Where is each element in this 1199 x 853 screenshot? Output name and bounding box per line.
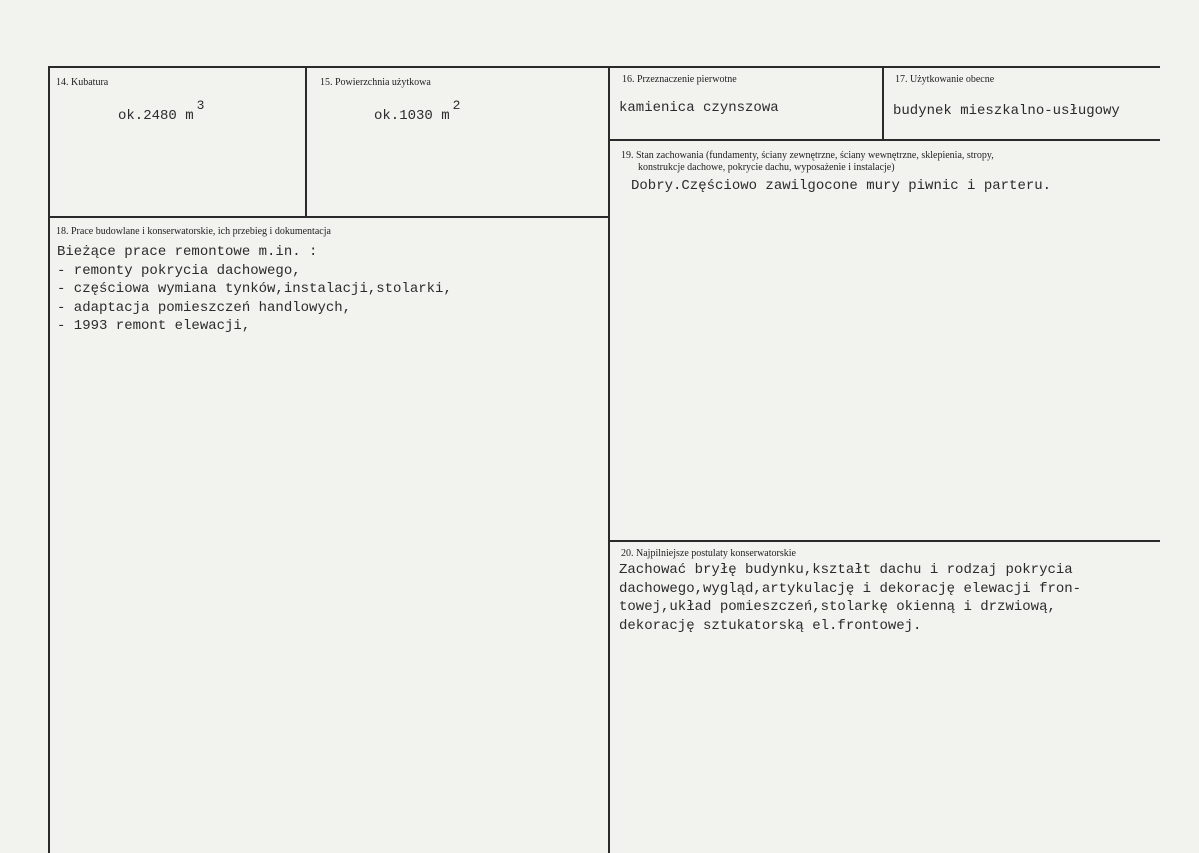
center-rule	[608, 66, 610, 853]
rule-above-19	[608, 139, 1160, 141]
divider-14-15	[305, 66, 307, 218]
field-14-superscript: 3	[196, 98, 205, 113]
field-14-number: ok.2480 m	[118, 108, 194, 124]
field-20-line: towej,układ pomieszczeń,stolarkę okienną i drzwiową,	[619, 599, 1056, 615]
field-17-value: budynek mieszkalno-usługowy	[893, 103, 1120, 119]
field-15-superscript: 2	[452, 98, 461, 113]
field-14-label: 14. Kubatura	[56, 77, 109, 88]
field-16-label: 16. Przeznaczenie pierwotne	[622, 74, 737, 85]
field-15-label: 15. Powierzchnia użytkowa	[320, 77, 431, 88]
field-20-label: 20. Najpilniejsze postulaty konserwatorskie	[621, 548, 796, 559]
rule-above-20	[608, 540, 1160, 542]
top-rule	[48, 66, 1160, 68]
rule-above-18	[48, 216, 610, 218]
field-18-line: - remonty pokrycia dachowego,	[57, 262, 301, 279]
field-18-line: Bieżące prace remontowe m.in. :	[57, 244, 318, 260]
field-19-value: Dobry.Częściowo zawilgocone mury piwnic i parteru.	[631, 178, 1052, 194]
field-16-value: kamienica czynszowa	[619, 100, 779, 116]
field-18-line: - adaptacja pomieszczeń handlowych,	[57, 299, 352, 316]
field-20-line: Zachować bryłę budynku,kształt dachu i rodzaj pokrycia	[619, 562, 1073, 578]
field-18-line: - częściowa wymiana tynków,instalacji,stolarki,	[57, 281, 452, 297]
field-15-value	[374, 98, 461, 124]
field-14-value	[118, 98, 205, 124]
field-17-label: 17. Użytkowanie obecne	[895, 74, 995, 85]
field-19-label-line2: konstrukcje dachowe, pokrycie dachu, wyposażenie i instalacje)	[638, 162, 895, 173]
field-18-label: 18. Prace budowlane i konserwatorskie, ich przebieg i dokumentacja	[56, 226, 331, 237]
field-20-line: dachowego,wygląd,artykulację i dekorację elewacji fron-	[619, 580, 1082, 597]
field-18-text	[57, 243, 452, 336]
field-20-text	[619, 561, 1081, 635]
field-19-label-line1: 19. Stan zachowania (fundamenty, ściany zewnętrzne, ściany wewnętrzne, sklepienia, stropy,	[621, 150, 994, 161]
field-18-line: - 1993 remont elewacji,	[57, 318, 251, 334]
left-rule	[48, 66, 50, 853]
field-15-number: ok.1030 m	[374, 108, 450, 124]
field-20-line: dekorację sztukatorską el.frontowej.	[619, 617, 922, 634]
divider-16-17	[882, 66, 884, 141]
